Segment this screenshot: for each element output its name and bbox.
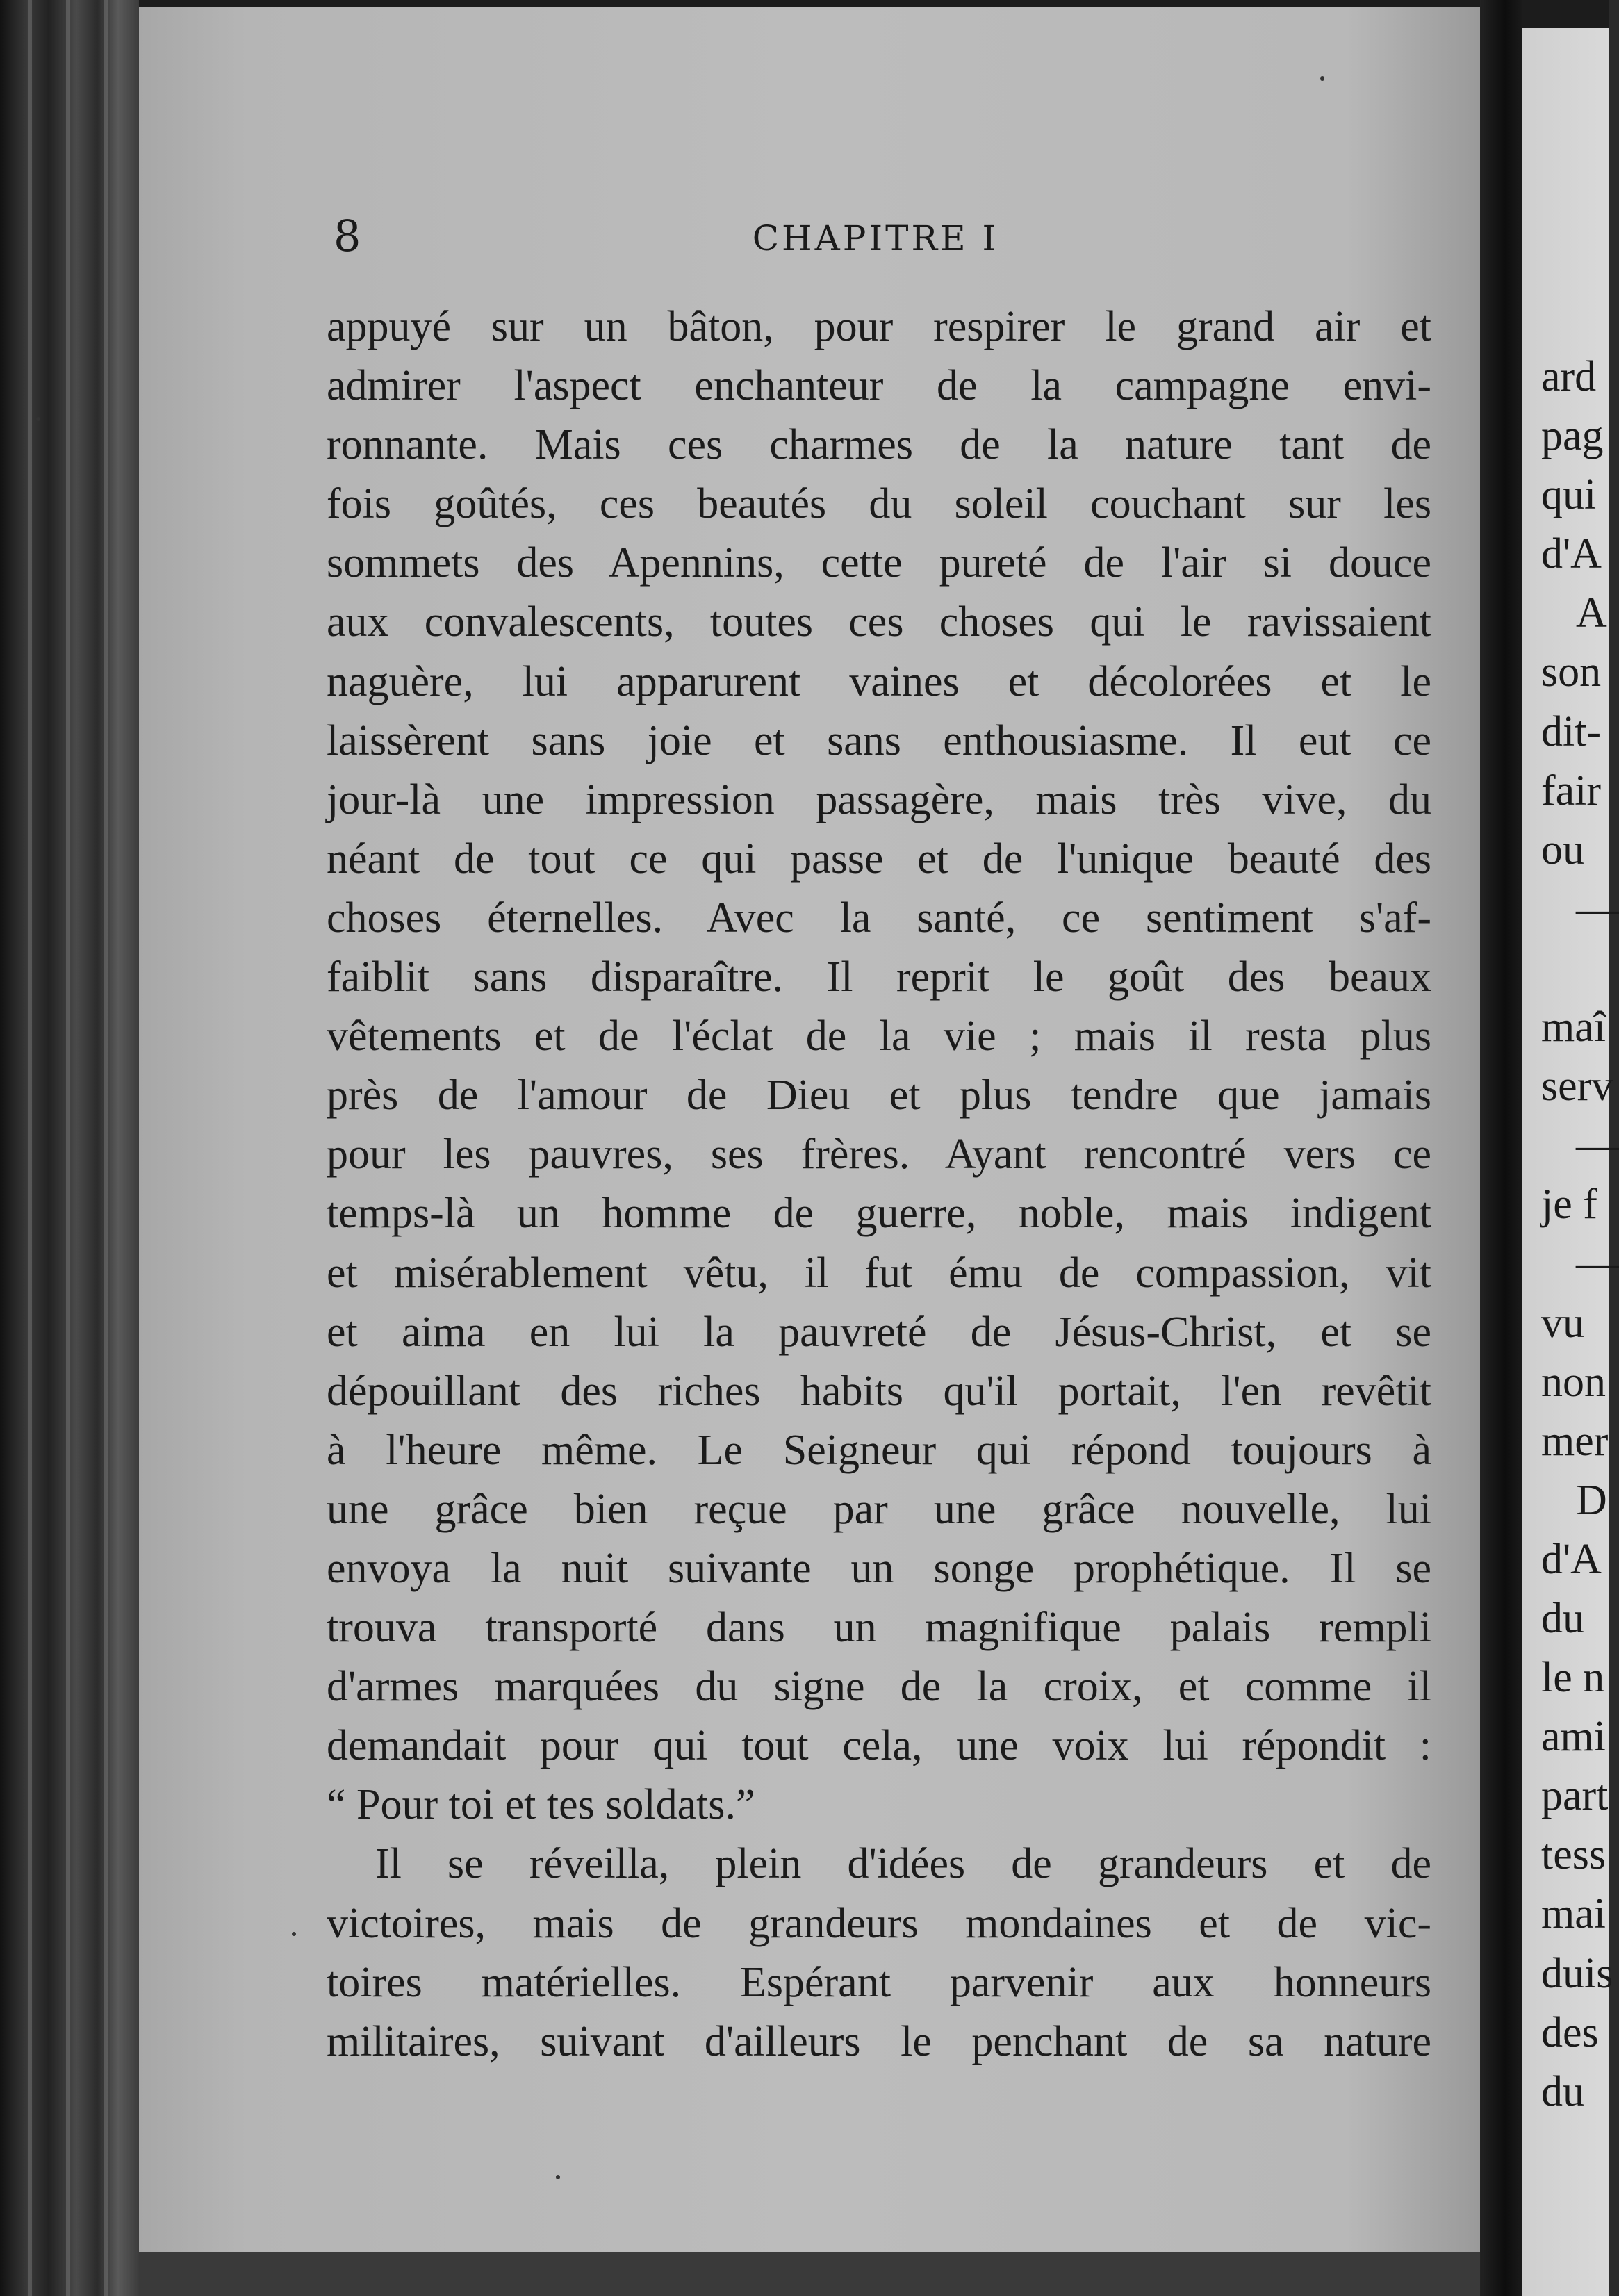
text-line: admirer l'aspect enchanteur de la campagne envi- (327, 362, 1431, 410)
page-number: 8 (334, 211, 361, 261)
text-line: “ Pour toi et tes soldats.” (327, 1781, 755, 1829)
facing-text-line: D (1576, 1476, 1607, 1524)
text-line: demandait pour qui tout cela, une voix lui répondit : (327, 1722, 1431, 1770)
text-line: trouva transporté dans un magnifique palais rempli (327, 1604, 1431, 1652)
text-line: envoya la nuit suivante un songe prophétique. Il se (327, 1544, 1431, 1592)
page-edge-line (28, 0, 32, 2296)
facing-page-text (1541, 347, 1619, 2122)
text-line: dépouillant des riches habits qu'il portait, l'en revêtit (327, 1367, 1431, 1415)
scan-speck (556, 2175, 560, 2179)
facing-text-line: d'A (1541, 1535, 1602, 1583)
text-line: pour les pauvres, ses frères. Ayant rencontré vers ce (327, 1131, 1431, 1179)
facing-text-line: non (1541, 1358, 1606, 1406)
page-bottom-shadow (139, 2252, 1480, 2296)
text-line: vêtements et de l'éclat de la vie ; mais il resta plus (327, 1012, 1431, 1060)
text-line: laissèrent sans joie et sans enthousiasme. Il eut ce (327, 716, 1431, 764)
text-line: à l'heure même. Le Seigneur qui répond toujours à (327, 1426, 1431, 1474)
text-line: appuyé sur un bâton, pour respirer le grand air et (327, 303, 1431, 350)
facing-text-line: d'A (1541, 530, 1602, 578)
text-line: faiblit sans disparaître. Il reprit le goût des beaux (327, 953, 1431, 1001)
facing-text-line: maî (1541, 1003, 1606, 1051)
facing-text-line: fair (1541, 766, 1602, 814)
facing-text-line: duis (1541, 1949, 1613, 1997)
page-stack-edge (0, 0, 139, 2296)
text-line: fois goûtés, ces beautés du soleil couchant sur les (327, 480, 1431, 528)
facing-text-line: ami (1541, 1713, 1606, 1761)
facing-text-line: ard (1541, 353, 1597, 400)
facing-text-line: du (1541, 2067, 1584, 2115)
book-gutter (1480, 0, 1522, 2296)
facing-text-line: des (1541, 2008, 1599, 2056)
text-line: ronnante. Mais ces charmes de la nature tant de (327, 421, 1431, 469)
text-line: Il se réveilla, plein d'idées de grandeurs et de (375, 1840, 1431, 1888)
text-line: et aima en lui la pauvreté de Jésus-Christ, et se (327, 1308, 1431, 1356)
facing-page-fragment (1522, 28, 1619, 2296)
text-line: choses éternelles. Avec la santé, ce sentiment s'af- (327, 894, 1431, 942)
facing-text-line (1541, 939, 1619, 998)
body-text (327, 297, 1431, 2072)
facing-text-line: mer (1541, 1417, 1609, 1465)
text-line: victoires, mais de grandeurs mondaines et de vic- (327, 1899, 1431, 1947)
page-header (334, 208, 1417, 264)
text-line: une grâce bien reçue par une grâce nouvelle, lui (327, 1485, 1431, 1533)
scan-speck (1320, 76, 1324, 81)
text-line: temps-là un homme de guerre, noble, mais indigent (327, 1190, 1431, 1238)
page-edge-line (66, 0, 70, 2296)
text-line: néant de tout ce qui passe et de l'unique beauté des (327, 835, 1431, 883)
facing-text-line: vu (1541, 1299, 1584, 1347)
facing-text-line: le n (1541, 1654, 1605, 1702)
facing-text-line: A (1576, 589, 1607, 637)
facing-text-line: qui (1541, 471, 1597, 519)
running-head: CHAPITRE I (752, 218, 999, 259)
facing-text-line: — (1576, 1240, 1619, 1288)
text-line: près de l'amour de Dieu et plus tendre que jamais (327, 1072, 1431, 1120)
text-line: toires matérielles. Espérant parvenir aux honneurs (327, 1958, 1431, 2006)
facing-text-line: — (1576, 885, 1619, 933)
text-line: militaires, suivant d'ailleurs le penchant de sa nature (327, 2017, 1431, 2065)
text-line: aux convalescents, toutes ces choses qui le ravissaient (327, 598, 1431, 646)
facing-text-line: part (1541, 1772, 1609, 1820)
facing-text-line: dit- (1541, 707, 1602, 755)
facing-text-line: serv (1541, 1063, 1613, 1110)
facing-text-line: pag (1541, 412, 1604, 460)
text-line: sommets des Apennins, cette pureté de l'air si douce (327, 539, 1431, 587)
text-line: et misérablement vêtu, il fut ému de compassion, vit (327, 1249, 1431, 1297)
page-edge-line (104, 0, 108, 2296)
scan-speck (36, 417, 40, 421)
facing-text-line: ou (1541, 826, 1584, 874)
facing-text-line: du (1541, 1594, 1584, 1642)
facing-text-line: mai (1541, 1890, 1606, 1938)
facing-text-line: son (1541, 648, 1602, 696)
facing-text-line: tess (1541, 1831, 1606, 1879)
scan-speck (292, 1932, 296, 1936)
facing-text-line: je f (1541, 1181, 1597, 1229)
text-line: naguère, lui apparurent vaines et décolorées et le (327, 657, 1431, 705)
facing-text-line: — (1576, 1122, 1619, 1170)
text-line: d'armes marquées du signe de la croix, et comme il (327, 1663, 1431, 1711)
text-line: jour-là une impression passagère, mais très vive, du (327, 776, 1431, 823)
